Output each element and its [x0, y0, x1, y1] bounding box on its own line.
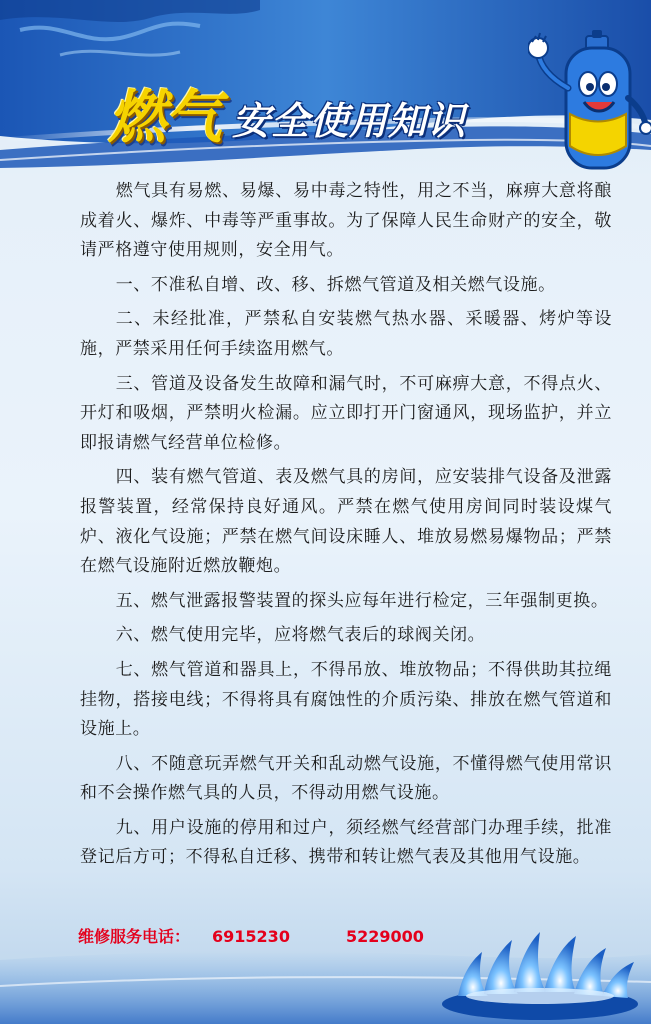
rule-6: 六、燃气使用完毕，应将燃气表后的球阀关闭。 [115, 625, 486, 646]
title-highlight: 燃气 [108, 83, 221, 151]
footer-flame-banner [0, 890, 651, 1024]
rule-3: 三、管道及设备发生故障和漏气时，不可麻痹大意，不得点火、开灯和吸烟，严禁明火检漏。应立即打开门窗通风，现场监护，并立即报请燃气经营单位检修。 [80, 373, 612, 453]
intro-paragraph: 燃气具有易燃、易爆、易中毒之特性，用之不当，麻痹大意将酿成着火、爆炸、中毒等严重事故。为了保障人民生命财产的安全，敬请严格遵守使用规则，安全用气。 [80, 181, 612, 261]
gas-cylinder-mascot-icon [528, 28, 651, 178]
rule-7: 七、燃气管道和器具上，不得吊放、堆放物品；不得供助其拉绳挂物，搭接电线；不得将具有腐蚀性的介质污染、排放在燃气管道和设施上。 [80, 659, 612, 740]
phone-number-2[interactable]: 5229000 [345, 927, 424, 946]
rule-4: 四、装有燃气管道、表及燃气具的房间，应安装排气设备及泄露报警装置，经常保持良好通风。严禁在燃气使用房间同时装设煤气炉、液化气设施；严禁在燃气间设床睡人、堆放易燃易爆物品；严禁在燃气设施附近燃放鞭炮。 [80, 467, 612, 577]
rule-9: 九、用户设施的停用和过户，须经燃气经营部门办理手续，批准登记后方可；不得私自迁移、携带和转让燃气表及其他用气设施。 [80, 817, 612, 868]
rule-8: 八、不随意玩弄燃气开关和乱动燃气设施，不懂得燃气使用常识和不会操作燃气具的人员，不得动用燃气设施。 [80, 753, 612, 804]
title-text: 安全使用知识 [232, 99, 467, 143]
phone-number-1[interactable]: 6915230 [212, 927, 290, 946]
rule-1: 一、不准私自增、改、移、拆燃气管道及相关燃气设施。 [115, 274, 556, 295]
poster-title [108, 66, 467, 151]
rule-5: 五、燃气泄露报警装置的探头应每年进行检定，三年强制更换。 [115, 590, 609, 611]
rules-content [80, 177, 612, 878]
phone-label: 维修服务电话： [78, 927, 191, 946]
rule-2: 二、未经批准，严禁私自安装燃气热水器、采暖器、烤炉等设施，严禁采用任何手续盗用燃气。 [80, 309, 612, 359]
